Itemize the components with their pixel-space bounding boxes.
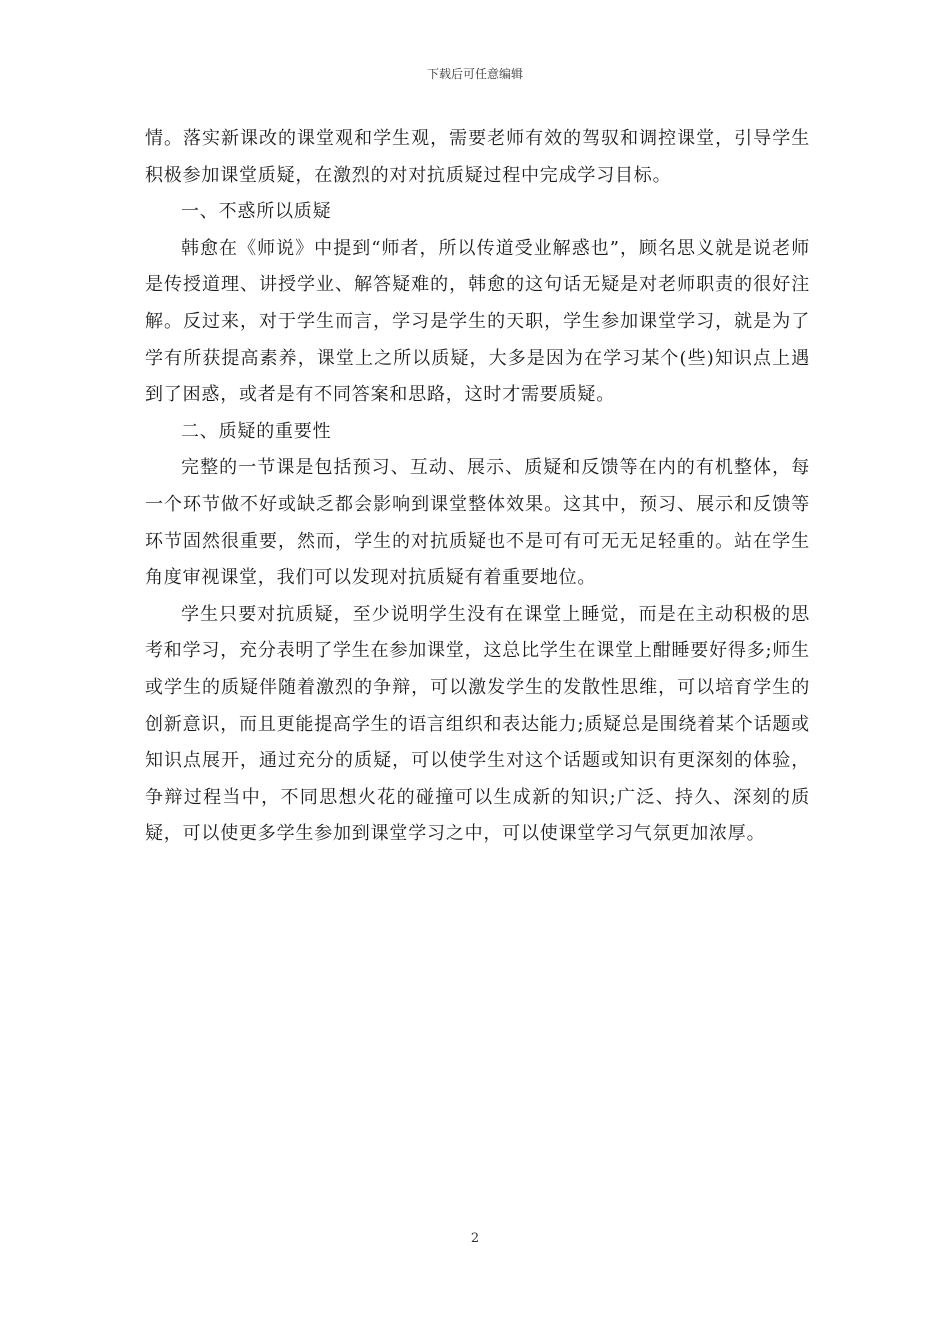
- section-heading-2: 二、质疑的重要性: [181, 420, 332, 442]
- paragraph-3: 完整的一节课是包括预习、互动、展示、质疑和反馈等在内的有机整体，每一个环节做不好或缺乏都会影响到课堂整体效果。这其中，预习、展示和反馈等环节固然很重要，然而，学生的对抗质疑也不是可有可无无足轻重的。站在学生角度审视课堂，我们可以发现对抗质疑有着重要地位。: [145, 457, 810, 589]
- page-number: 2: [470, 1231, 480, 1246]
- page-header: 下载后可任意编辑: [426, 67, 523, 81]
- paragraph-4: 学生只要对抗质疑，至少说明学生没有在课堂上睡觉，而是在主动积极的思考和学习，充分表明了学生在参加课堂，这总比学生在课堂上酣睡要好得多;师生或学生的质疑伴随着激烈的争辩，可以激发学生的发散性思维，可以培育学生的创新意识，而且更能提高学生的语言组织和表达能力;质疑总是围绕着某个话题或知识点展开，通过充分的质疑，可以使学生对这个话题或知识有更深刻的体验，争辩过程当中，不同思想火花的碰撞可以生成新的知识;广泛、持久、深刻的质疑，可以使更多学生参加到课堂学习之中，可以使课堂学习气氛更加浓厚。: [145, 603, 810, 845]
- section-heading-1: 一、不惑所以质疑: [181, 201, 332, 223]
- paragraph-2: 韩愈在《师说》中提到“师者，所以传道受业解惑也”，顾名思义就是说老师是传授道理、讲授学业、解答疑难的，韩愈的这句话无疑是对老师职责的很好注解。反过来，对于学生而言，学习是学生的天职，学生参加课堂学习，就是为了学有所获提高素养，课堂上之所以质疑，大多是因为在学习某个(些)知识点上遇到了困惑，或者是有不同答案和思路，这时才需要质疑。: [145, 237, 810, 406]
- paragraph-continued: 情。落实新课改的课堂观和学生观，需要老师有效的驾驭和调控课堂，引导学生积极参加课堂质疑，在激烈的对对抗质疑过程中完成学习目标。: [145, 128, 810, 186]
- document-body: [145, 121, 810, 853]
